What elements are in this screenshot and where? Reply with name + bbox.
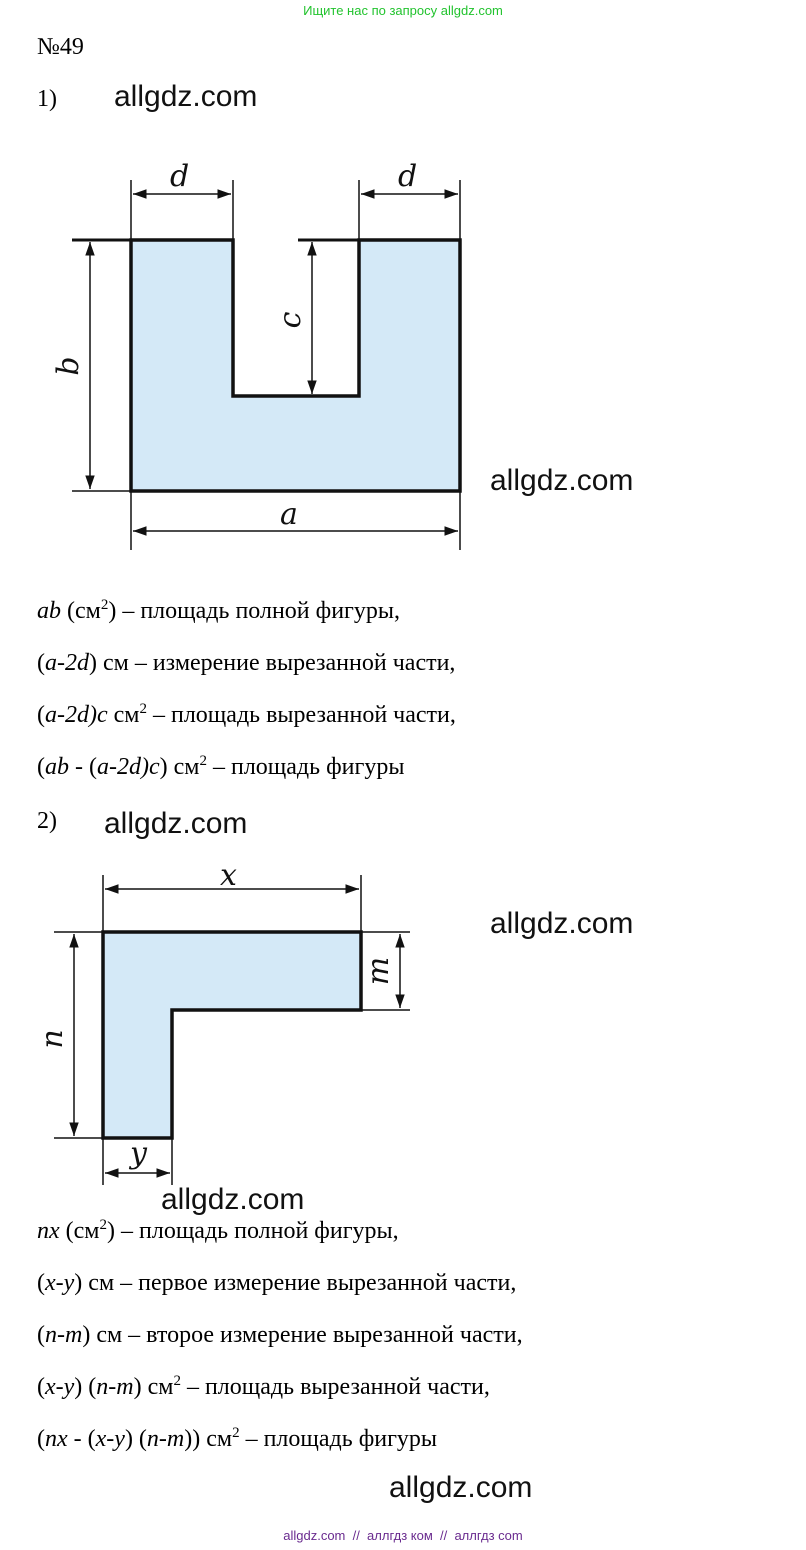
watermark: allgdz.com	[389, 1471, 533, 1504]
part1-label: 1)	[37, 86, 57, 112]
label-y: y	[130, 1136, 147, 1171]
label-d-right: d	[398, 159, 418, 194]
problem-number: №49	[37, 34, 84, 60]
expr: a-2d)c	[45, 702, 108, 728]
expr: a-2d)c	[96, 754, 160, 780]
expr: ab	[45, 754, 69, 780]
expr: n-m	[146, 1426, 185, 1452]
label-b: b	[51, 356, 86, 376]
footer-links[interactable]: allgdz.com // аллгдз ком // аллгдз com	[283, 1528, 523, 1543]
expr: nx	[45, 1426, 68, 1452]
expr: x-y	[45, 1270, 75, 1296]
expr: ab	[37, 598, 61, 624]
u-shape-figure	[40, 150, 480, 560]
expr: x-y	[45, 1374, 75, 1400]
expr: n-m	[45, 1322, 83, 1348]
l-shape	[103, 932, 361, 1138]
watermark: allgdz.com	[490, 464, 634, 497]
u-shape	[131, 240, 460, 491]
part2-line-1: nx $(см^2)$ – площадь полной фигуры,	[37, 1217, 399, 1244]
label-d-left: d	[170, 159, 190, 194]
expr: a-2d	[45, 650, 89, 676]
top-banner[interactable]: Ищите нас по запросу allgdz.com	[303, 3, 503, 18]
expr: x-y	[95, 1426, 125, 1452]
label-m: m	[361, 956, 396, 986]
part1-line-4: (ab - (a-2d)c) $см^2$ – площадь фигуры	[37, 753, 405, 780]
l-shape-figure	[35, 855, 430, 1195]
watermark: allgdz.com	[104, 807, 248, 840]
part2-line-2: (x-y) см – первое измерение вырезанной части,	[37, 1270, 517, 1296]
part2-label: 2)	[37, 808, 57, 834]
part1-line-3: (a-2d)c $см^2$ – площадь вырезанной части,	[37, 701, 456, 728]
label-x: x	[220, 858, 237, 893]
expr: n-m	[96, 1374, 134, 1400]
part2-line-5: (nx - (x-y) (n-m)) $см^2$ – площадь фигуры	[37, 1425, 438, 1452]
part1-line-2: (a-2d) см – измерение вырезанной части,	[37, 650, 456, 676]
label-a: a	[280, 497, 298, 532]
watermark: allgdz.com	[114, 80, 258, 113]
expr: nx	[37, 1218, 60, 1244]
watermark: allgdz.com	[490, 907, 634, 940]
watermark: allgdz.com	[161, 1183, 305, 1216]
part2-line-4: (x-y) (n-m) $см^2$ – площадь вырезанной части,	[37, 1373, 490, 1400]
part1-line-1: ab $(см^2)$ – площадь полной фигуры,	[37, 597, 400, 624]
label-c: c	[273, 311, 308, 329]
part2-line-3: (n-m) см – второе измерение вырезанной части,	[37, 1322, 523, 1348]
label-n: n	[35, 1029, 70, 1049]
